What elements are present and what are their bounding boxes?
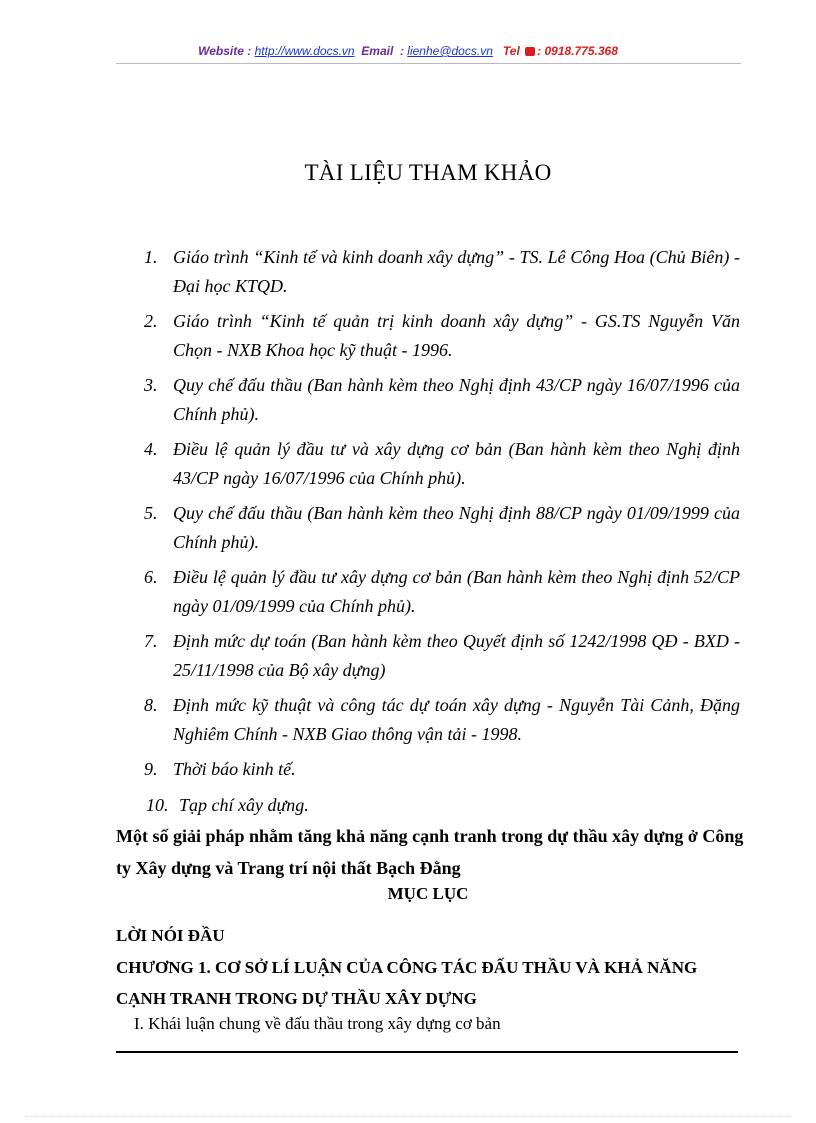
page-title: TÀI LIỆU THAM KHẢO xyxy=(304,160,552,185)
toc-chapter-1: CHƯƠNG 1. CƠ SỞ LÍ LUẬN CỦA CÔNG TÁC ĐẤU THẦU VÀ KHẢ NĂNG CẠNH TRANH TRONG DỰ THẦU XÂY DỰNG xyxy=(116,958,698,1008)
reference-item: 2. Giáo trình “Kinh tế quản trị kinh doanh xây dựng” - GS.TS Nguyễn Văn Chọn - NXB Khoa học kỹ thuật - 1996. xyxy=(144,311,740,360)
toc-heading: MỤC LỤC xyxy=(387,884,469,903)
header-divider xyxy=(116,63,741,64)
document-subject: Một số giải pháp nhằm tăng khả năng cạnh tranh trong dự thầu xây dựng ở Công ty Xây dựng và Trang trí nội thất Bạch Đằng xyxy=(116,826,744,878)
email-link[interactable]: lienhe@docs.vn xyxy=(407,44,493,58)
email-label: Email xyxy=(361,44,394,58)
page-bottom-border xyxy=(25,1116,791,1117)
bottom-divider xyxy=(116,1051,738,1053)
reference-item: 9. Thời báo kinh tế. xyxy=(144,759,296,779)
reference-item: 8. Định mức kỹ thuật và công tác dự toán xây dựng - Nguyễn Tài Cảnh, Đặng Nghiêm Chính - NXB Giao thông vận tải - 1998. xyxy=(144,695,740,744)
reference-item: 10. Tạp chí xây dựng. xyxy=(146,794,309,815)
website-link[interactable]: http://www.docs.vn xyxy=(254,44,355,58)
phone-icon xyxy=(525,47,535,56)
page-header: Website : http://www.docs.vn Email : lienhe@docs.vn Tel : 0918.775.368 xyxy=(198,44,618,58)
website-label: Website xyxy=(198,44,244,58)
reference-item: 7. Định mức dự toán (Ban hành kèm theo Quyết định số 1242/1998 QĐ - BXD - 25/11/1998 của Bộ xây dựng) xyxy=(144,631,740,680)
reference-item: 1. Giáo trình “Kinh tế và kinh doanh xây dựng” - TS. Lê Công Hoa (Chủ Biên) - Đại học KTQD. xyxy=(144,247,740,296)
reference-item: 5. Quy chế đấu thầu (Ban hành kèm theo Nghị định 88/CP ngày 01/09/1999 của Chính phủ). xyxy=(144,503,740,552)
reference-item: 3. Quy chế đấu thầu (Ban hành kèm theo Nghị định 43/CP ngày 16/07/1996 của Chính phủ). xyxy=(144,375,740,424)
phone-number: : 0918.775.368 xyxy=(537,44,618,58)
toc-section-1: I. Khái luận chung về đấu thầu trong xây dựng cơ bản xyxy=(134,1014,501,1033)
toc-preface: LỜI NÓI ĐẦU xyxy=(116,926,225,945)
reference-item: 4. Điều lệ quản lý đầu tư và xây dựng cơ bản (Ban hành kèm theo Nghị định 43/CP ngày 16/07/1996 của Chính phủ). xyxy=(144,439,740,488)
tel-label: Tel xyxy=(502,44,520,58)
reference-list xyxy=(140,243,740,826)
reference-item: 6. Điều lệ quản lý đầu tư xây dựng cơ bản (Ban hành kèm theo Nghị định 52/CP ngày 01/09/1999 của Chính phủ). xyxy=(144,567,740,616)
